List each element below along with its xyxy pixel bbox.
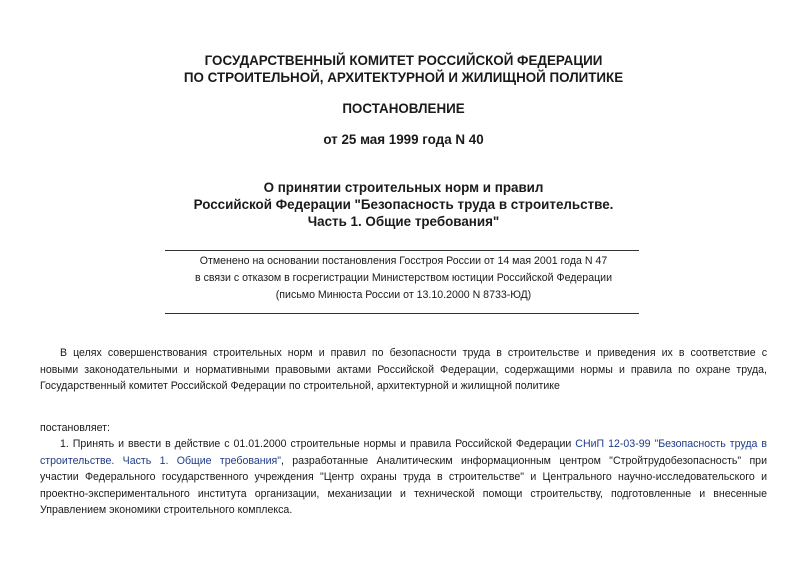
- subject-line-1: О принятии строительных норм и правил: [263, 180, 544, 195]
- preamble-line-3: Государственный комитет Российской Федерации по строительной, архитектурной и жилищной политике: [40, 380, 560, 392]
- item-1-line-5: Управлением экономики строительного комплекса.: [40, 504, 293, 516]
- preamble-line-2: новыми законодательными и нормативными правовыми актами Российской Федерации, содержащими нормы и правила по охране труда,: [40, 363, 767, 376]
- document-type: ПОСТАНОВЛЕНИЕ: [342, 101, 465, 116]
- issuer-line-1: ГОСУДАРСТВЕННЫЙ КОМИТЕТ РОССИЙСКОЙ ФЕДЕРАЦИИ: [204, 53, 603, 68]
- bottom-divider: [165, 313, 639, 314]
- resolves-word: постановляет:: [40, 422, 110, 434]
- item-1-line-2: [40, 453, 767, 470]
- item-1-line-2-suffix: , разработанные Аналитическим информационным центром "Стройтрудобезопасность" при: [281, 454, 767, 467]
- item-1-line-4: проектно-экспериментального института организации, механизации и технической помощи строительству, подготовленные и внесенные: [40, 487, 767, 500]
- item-1-prefix: 1. Принять и ввести в действие с 01.01.2000 строительные нормы и правила Российской Федерации: [60, 438, 576, 450]
- cancellation-line-3: (письмо Минюста России от 13.10.2000 N 8733-ЮД): [275, 289, 532, 301]
- cancellation-line-1: Отменено на основании постановления Госстроя России от 14 мая 2001 года N 47: [199, 255, 608, 267]
- preamble-paragraph: [40, 345, 767, 395]
- subject-line-2: Российской Федерации "Безопасность труда в строительстве.: [193, 197, 614, 212]
- preamble-line-1: В целях совершенствования строительных норм и правил по безопасности труда в строительстве и приведения их в соответствие с: [60, 347, 767, 359]
- snip-link-part-2[interactable]: строительстве. Часть 1. Общие требования": [40, 454, 282, 467]
- snip-link-part-1[interactable]: СНиП 12-03-99 "Безопасность труда в: [575, 438, 768, 450]
- cancellation-line-2: в связи с отказом в госрегистрации Министерством юстиции Российской Федерации: [195, 272, 612, 284]
- document-date-number: от 25 мая 1999 года N 40: [323, 132, 484, 147]
- issuer-line-2: ПО СТРОИТЕЛЬНОЙ, АРХИТЕКТУРНОЙ И ЖИЛИЩНОЙ ПОЛИТИКЕ: [183, 70, 624, 85]
- top-divider: [165, 250, 639, 251]
- item-1-line-3: участии Федерального государственного учреждения "Центр охраны труда в строительстве" и Центрального научно-исследовательского и: [40, 471, 767, 483]
- item-1-line-1: [40, 436, 767, 453]
- item-1-paragraph: [40, 436, 767, 519]
- subject-line-3: Часть 1. Общие требования": [307, 214, 500, 229]
